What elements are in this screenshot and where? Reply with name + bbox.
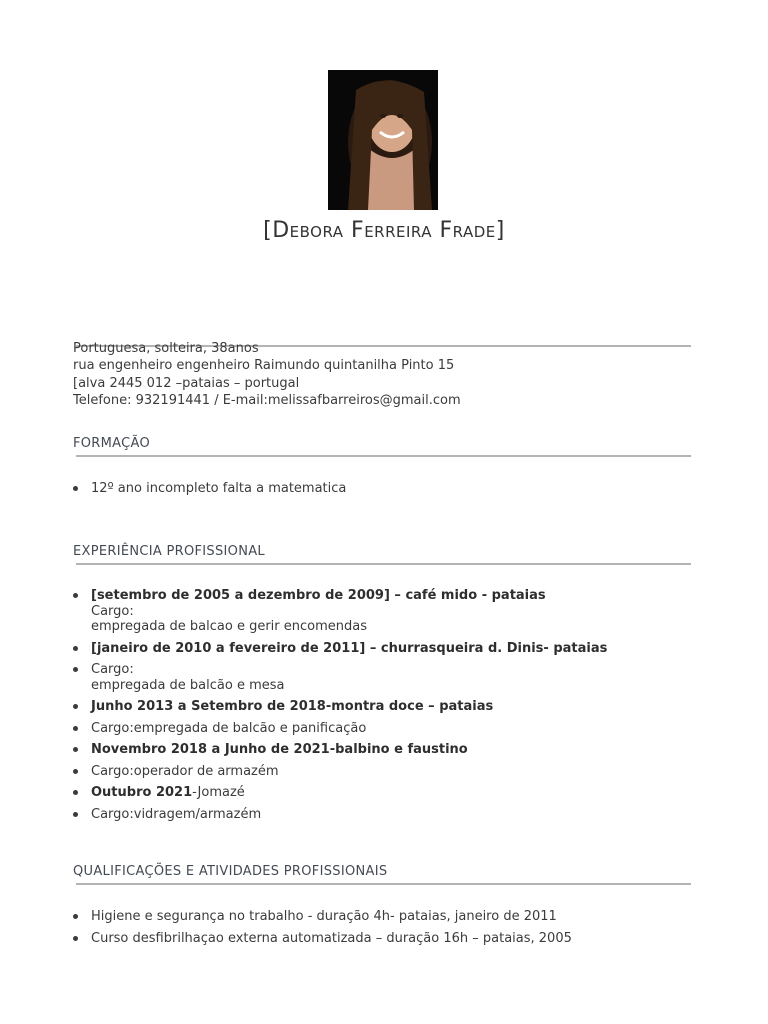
bullet-icon	[73, 667, 78, 672]
profile-photo	[328, 70, 438, 210]
list-item: Cargo:vidragem/armazém	[73, 807, 607, 823]
list-item: Cargo: empregada de balcão e mesa	[73, 662, 607, 693]
section-title-qualificacoes: QUALIFICAÇÕES E ATIVIDADES PROFISSIONAIS	[73, 864, 388, 879]
bullet-icon	[73, 486, 78, 491]
bullet-icon	[73, 704, 78, 709]
list-item: Cargo:operador de armazém	[73, 764, 607, 780]
list-item: 12º ano incompleto falta a matematica	[73, 481, 346, 497]
bullet-icon	[73, 726, 78, 731]
bullet-icon	[73, 936, 78, 941]
list-item: [setembro de 2005 a dezembro de 2009] – café mido - pataias Cargo: empregada de balcao e gerir encomendas	[73, 588, 607, 635]
section-title-experiencia: EXPERIÊNCIA PROFISSIONAL	[73, 544, 265, 559]
personal-info: Portuguesa, solteira, 38anos	[73, 341, 259, 356]
bullet-icon	[73, 747, 78, 752]
bullet-icon	[73, 790, 78, 795]
address-city: [alva 2445 012 –pataias – portugal	[73, 375, 300, 391]
qualificacoes-list	[73, 909, 572, 946]
divider	[76, 563, 691, 565]
experiencia-list	[73, 588, 607, 822]
divider	[76, 455, 691, 457]
section-title-formacao: FORMAÇÃO	[73, 436, 150, 451]
contact-info	[73, 340, 461, 409]
phone-email: Telefone: 932191441 / E-mail:melissafbarreiros@gmail.com	[73, 392, 461, 408]
bullet-icon	[73, 593, 78, 598]
address-line: rua engenheiro engenheiro Raimundo quintanilha Pinto 15	[73, 358, 455, 374]
divider	[76, 883, 691, 885]
bullet-icon	[73, 769, 78, 774]
list-item: Higiene e segurança no trabalho - duração 4h- pataias, janeiro de 2011	[73, 909, 572, 925]
list-item: [janeiro de 2010 a fevereiro de 2011] – churrasqueira d. Dinis- pataias	[73, 641, 607, 657]
list-item: Curso desfibrilhaçao externa automatizada – duração 16h – pataias, 2005	[73, 931, 572, 947]
candidate-name: [Debora Ferreira Frade]	[263, 218, 505, 243]
bullet-icon	[73, 914, 78, 919]
bullet-icon	[73, 646, 78, 651]
formacao-list	[73, 481, 346, 497]
list-item: Novembro 2018 a Junho de 2021-balbino e faustino	[73, 742, 607, 758]
list-item: Junho 2013 a Setembro de 2018-montra doce – pataias	[73, 699, 607, 715]
list-item: Outubro 2021-Jomazé	[73, 785, 607, 801]
bullet-icon	[73, 812, 78, 817]
list-item: Cargo:empregada de balcão e panificação	[73, 721, 607, 737]
